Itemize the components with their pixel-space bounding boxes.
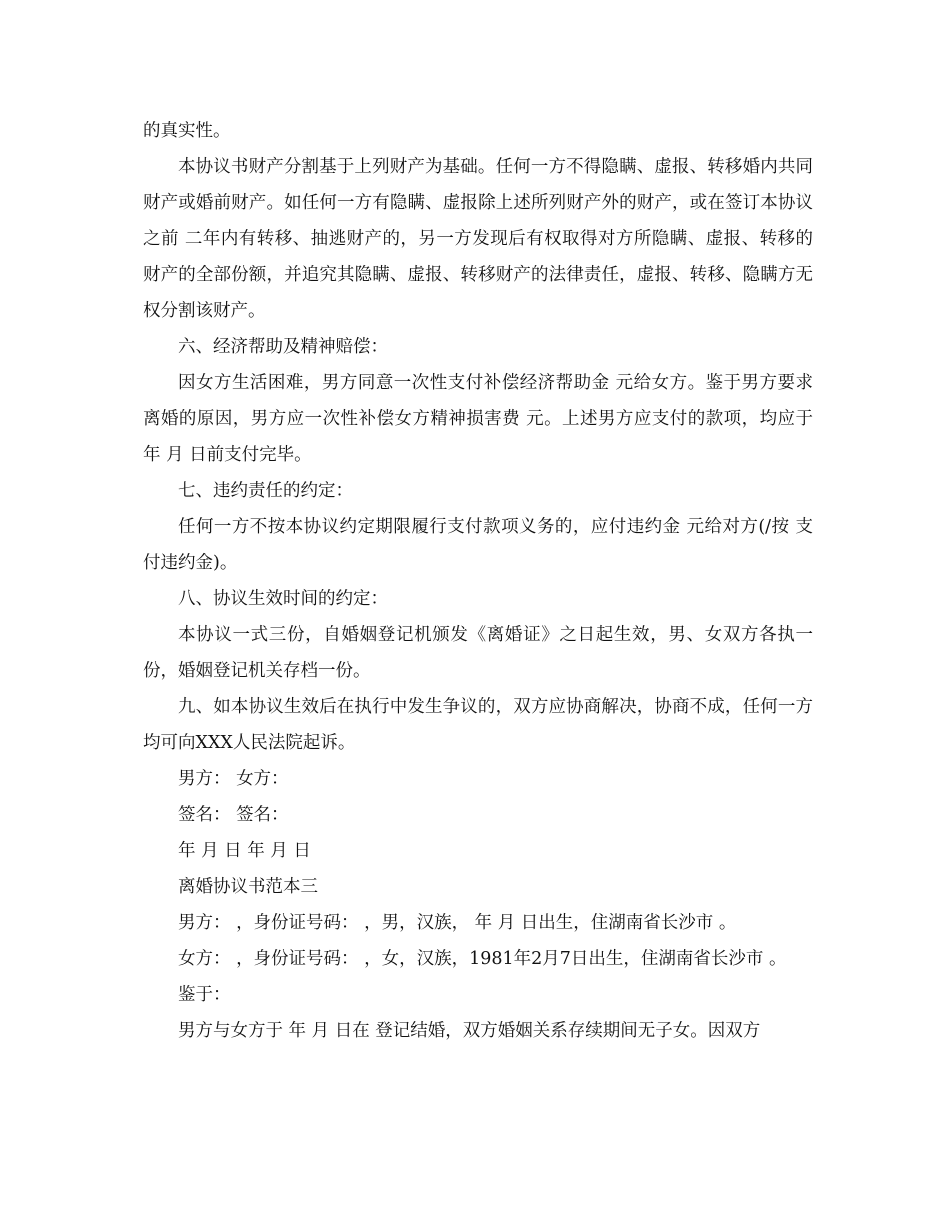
section-heading-economic-help: 六、经济帮助及精神赔偿： bbox=[178, 337, 388, 357]
signature-dates-line: 年 月 日 年 月 日 bbox=[178, 841, 311, 861]
template-title: 离婚协议书范本三 bbox=[178, 877, 318, 897]
paragraph-authenticity: 的真实性。 bbox=[143, 121, 231, 141]
section-heading-effective-time: 八、协议生效时间的约定： bbox=[178, 589, 388, 609]
section-heading-breach: 七、违约责任的约定： bbox=[178, 481, 353, 501]
paragraph-effective-time: 本协议一式三份，自婚姻登记机颁发《离婚证》之日起生效，男、女双方各执一份，婚姻登记机关存档一份。 bbox=[143, 625, 813, 681]
paragraph-dispute: 九、如本协议生效后在执行中发生争议的，双方应协商解决，协商不成，任何一方均可向XXX人民法院起诉。 bbox=[143, 697, 813, 753]
paragraph-economic-help: 因女方生活困难，男方同意一次性支付补偿经济帮助金 元给女方。鉴于男方要求离婚的原因，男方应一次性补偿女方精神损害费 元。上述男方应支付的款项，均应于 年 月 日前支付完毕。 bbox=[143, 373, 813, 465]
signature-names-line: 签名： 签名： bbox=[178, 805, 289, 825]
paragraph-female-party: 女方： ，身份证号码： ，女，汉族，1981年2月7日出生，住湖南省长沙市 。 bbox=[178, 949, 787, 969]
paragraph-whereas: 鉴于： bbox=[178, 985, 231, 1005]
document-body bbox=[143, 113, 813, 1049]
paragraph-male-party: 男方： ，身份证号码： ，男，汉族， 年 月 日出生，住湖南省长沙市 。 bbox=[178, 913, 737, 933]
paragraph-property-basis: 本协议书财产分割基于上列财产为基础。任何一方不得隐瞒、虚报、转移婚内共同财产或婚前财产。如任何一方有隐瞒、虚报除上述所列财产外的财产，或在签订本协议之前 二年内有转移、抽逃财产的，另一方发现后有权取得对方所隐瞒、虚报、转移的财产的全部份额，并追究其隐瞒、虚报、转移财产的法律责任，虚报、转移、隐瞒方无权分割该财产。 bbox=[143, 157, 813, 321]
paragraph-marriage-registration: 男方与女方于 年 月 日在 登记结婚，双方婚姻关系存续期间无子女。因双方 bbox=[178, 1021, 761, 1041]
paragraph-breach: 任何一方不按本协议约定期限履行支付款项义务的，应付违约金 元给对方(/按 支付违约金)。 bbox=[143, 517, 813, 573]
signature-parties-line: 男方： 女方： bbox=[178, 769, 289, 789]
